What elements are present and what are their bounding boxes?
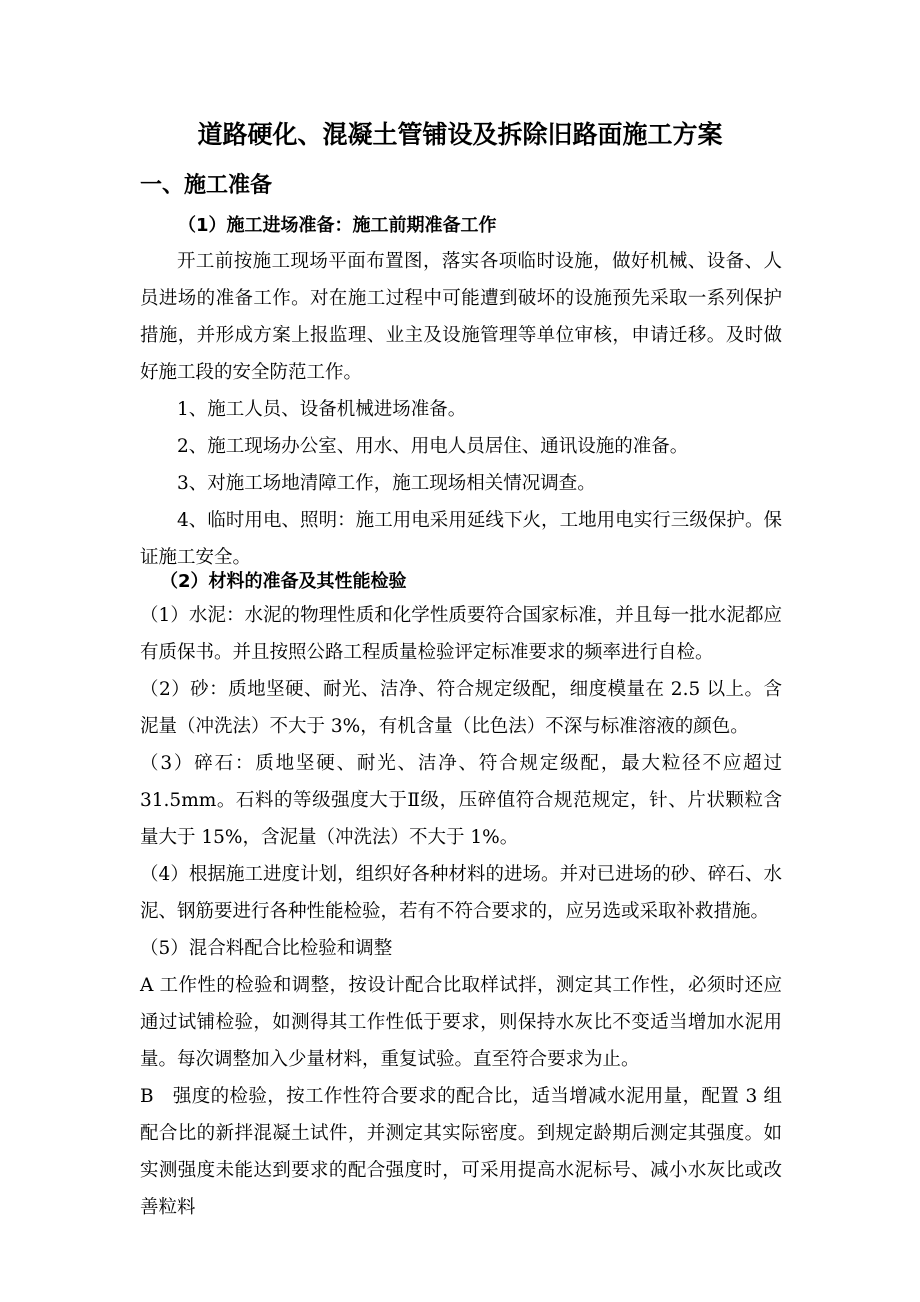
subsection-heading-site-entry: （1）施工进场准备：施工前期准备工作 (178, 215, 497, 236)
paragraph-strength: B 强度的检验，按工作性符合要求的配合比，适当增减水泥用量，配置 3 组配合比的新拌混凝土试件，并测定其实际密度。到规定龄期后测定其强度。如实测强度未能达到要求的配合强度时，可采用提高水泥标号、减小水灰比或改善粒料 (140, 1086, 782, 1218)
list-item-3: 3、对施工场地清障工作，施工现场相关情况调查。 (177, 473, 596, 494)
list-item-2: 2、施工现场办公室、用水、用电人员居住、通讯设施的准备。 (177, 436, 689, 457)
paragraph-intro: 开工前按施工现场平面布置图，落实各项临时设施，做好机械、设备、人员进场的准备工作。对在施工过程中可能遭到破坏的设施预先采取一系列保护措施，并形成方案上报监理、业主及设施管理等单位审核，申请迁移。及时做好施工段的安全防范工作。 (140, 251, 782, 383)
list-item-4: 4、临时用电、照明：施工用电采用延线下火，工地用电实行三级保护。保证施工安全。 (140, 510, 782, 568)
paragraph-workability: A 工作性的检验和调整，按设计配合比取样试拌，测定其工作性，必须时还应通过试铺检验，如测得其工作性低于要求，则保持水灰比不变适当增加水泥用量。每次调整加入少量材料，重复试验。直至符合要求为止。 (140, 975, 782, 1070)
paragraph-cement: （1）水泥：水泥的物理性质和化学性质要符合国家标准，并且每一批水泥都应有质保书。并且按照公路工程质量检验评定标准要求的频率进行自检。 (140, 605, 782, 663)
paragraph-material-entry: （4）根据施工进度计划，组织好各种材料的进场。并对已进场的砂、碎石、水泥、钢筋要进行各种性能检验，若有不符合要求的，应另选或采取补救措施。 (140, 864, 782, 922)
paragraph-gravel: （3）碎石：质地坚硬、耐光、洁净、符合规定级配，最大粒径不应超过 31.5mm。石料的等级强度大于Ⅱ级，压碎值符合规范规定，针、片状颗粒含量大于 15%，含泥量（冲洗法）不大于 1%。 (140, 753, 782, 848)
document-title: 道路硬化、混凝土管铺设及拆除旧路面施工方案 (197, 120, 723, 149)
section-heading-preparation: 一、施工准备 (140, 173, 273, 198)
subsection-heading-materials: （2）材料的准备及其性能检验 (160, 571, 407, 592)
paragraph-sand: （2）砂：质地坚硬、耐光、洁净、符合规定级配，细度模量在 2.5 以上。含泥量（冲洗法）不大于 3%，有机含量（比色法）不深与标准溶液的颜色。 (140, 679, 782, 737)
paragraph-mix-ratio-heading: （5）混合料配合比检验和调整 (140, 938, 393, 959)
list-item-1: 1、施工人员、设备机械进场准备。 (177, 399, 467, 420)
